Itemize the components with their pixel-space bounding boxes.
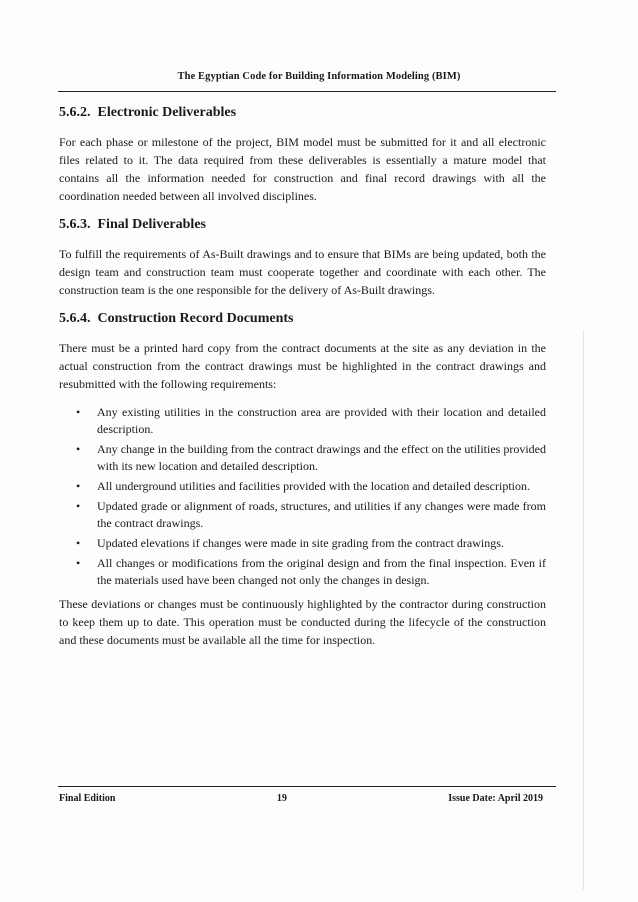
bullet-icon: • — [76, 442, 81, 456]
page-body — [59, 104, 546, 660]
section-paragraph: There must be a printed hard copy from the contract documents at the site as any deviation in the actual construction from the contract drawings must be highlighted in the contract drawings and resubmitted with the following requirements: — [59, 341, 546, 391]
section-number: 5.6.3. — [59, 217, 91, 232]
list-item-text: All underground utilities and facilities provided with the location and detailed description. — [97, 479, 531, 493]
running-header: The Egyptian Code for Building Information Modeling (BIM) — [177, 71, 461, 82]
bullet-icon: • — [76, 499, 81, 513]
footer-edition: Final Edition — [59, 793, 116, 804]
page-number: 19 — [276, 793, 287, 804]
list-item-text: Updated grade or alignment of roads, structures, and utilities if any changes were made from the contract drawings. — [97, 499, 546, 530]
section-title: Final Deliverables — [97, 217, 206, 232]
list-item — [59, 498, 546, 532]
list-item-text: Any change in the building from the contract drawings and the effect on the utilities provided with its new location and detailed description. — [97, 442, 546, 473]
list-item — [59, 555, 546, 589]
list-item-text: Any existing utilities in the construction area are provided with their location and detailed description. — [97, 405, 546, 436]
footer-issue-date: Issue Date: April 2019 — [448, 793, 543, 804]
header-divider — [58, 91, 556, 92]
section-heading-5-6-4 — [59, 310, 546, 328]
bullet-icon: • — [76, 536, 81, 550]
footer-divider — [58, 786, 556, 787]
scan-edge-line — [583, 330, 584, 890]
closing-paragraph: These deviations or changes must be continuously highlighted by the contractor during construction to keep them up to date. This operation must be conducted during the lifecycle of the construction and these documents must be available all the time for inspection. — [59, 597, 546, 647]
section-paragraph: To fulfill the requirements of As-Built drawings and to ensure that BIMs are being updated, both the design team and construction team must cooperate together and coordinate with each other. The construction team is the one responsible for the delivery of As-Built drawings. — [59, 247, 546, 297]
section-paragraph: For each phase or milestone of the project, BIM model must be submitted for it and all electronic files related to it. The data required from these deliverables is essentially a mature model that contains all the information needed for construction and final record drawings with all the coordination needed between all involved disciplines. — [59, 135, 546, 203]
list-item-text: Updated elevations if changes were made in site grading from the contract drawings. — [97, 536, 504, 550]
bullet-icon: • — [76, 405, 81, 419]
list-item — [59, 535, 546, 552]
section-number: 5.6.2. — [59, 105, 91, 120]
list-item-text: All changes or modifications from the original design and from the final inspection. Even if the materials used have been changed not only the changes in design. — [97, 556, 546, 587]
list-item — [59, 478, 546, 495]
list-item — [59, 404, 546, 438]
list-item — [59, 441, 546, 475]
page-footer — [59, 793, 543, 804]
section-title: Construction Record Documents — [97, 311, 294, 326]
section-heading-5-6-2 — [59, 104, 546, 122]
bullet-icon: • — [76, 556, 81, 570]
section-number: 5.6.4. — [59, 311, 91, 326]
section-heading-5-6-3 — [59, 216, 546, 234]
requirements-list — [59, 404, 546, 589]
bullet-icon: • — [76, 479, 81, 493]
section-title: Electronic Deliverables — [97, 105, 237, 120]
